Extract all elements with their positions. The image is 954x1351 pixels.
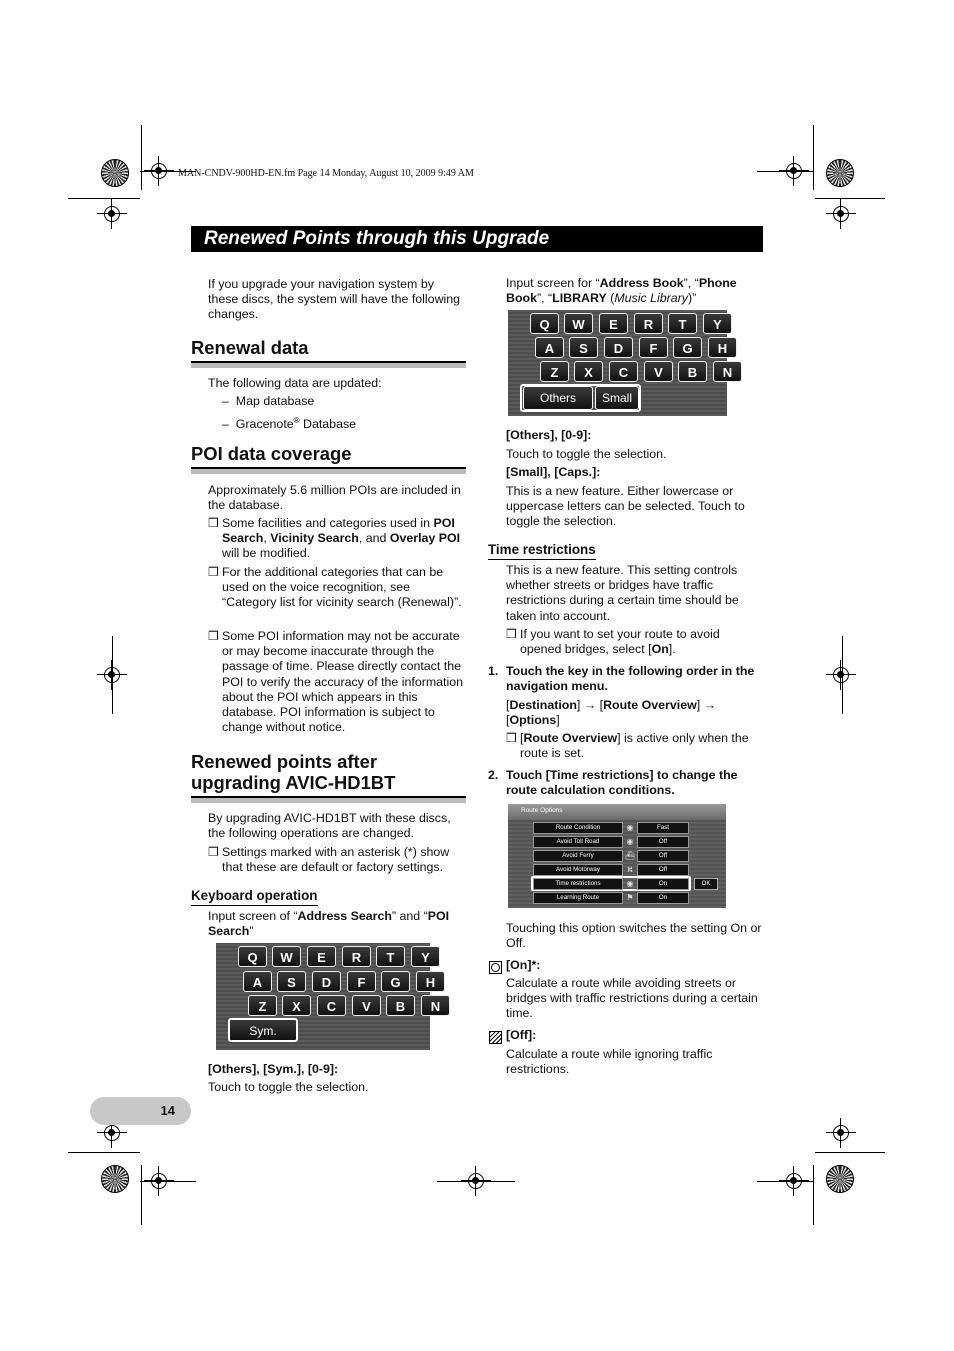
overlay-poi-term: Overlay POI	[389, 531, 461, 546]
poi-b1-text: Some facilities and categories used in	[222, 516, 434, 530]
renewal-item-2	[222, 413, 356, 432]
route-overview-note	[520, 731, 760, 761]
route-overview-term: Route Overview	[523, 731, 618, 745]
bullet-icon: ❒	[208, 516, 219, 530]
key-g[interactable]: G	[381, 971, 410, 992]
renewed-heading-line-2: upgrading AVIC-HD1BT	[191, 772, 396, 793]
bullet-icon: ❒	[208, 629, 219, 643]
route-options-screenshot	[508, 804, 726, 908]
music-library-term: Music Library	[614, 291, 688, 306]
key-h[interactable]: H	[708, 337, 737, 358]
key-n[interactable]: N	[421, 995, 450, 1016]
color-target-icon	[101, 159, 129, 187]
intro-text: If you upgrade your navigation system by these discs, the system will have the following changes.	[208, 277, 461, 322]
bullet-text: If you want to set your route to avoid opened bridges, select [	[520, 627, 720, 657]
poi-bullet-1	[222, 516, 466, 562]
caption-text: Input screen for “	[506, 276, 600, 290]
key-q[interactable]: Q	[530, 313, 559, 334]
renewal-item-1	[222, 394, 314, 409]
small-key[interactable]: Small	[595, 386, 639, 410]
renewal-heading: Renewal data	[191, 337, 309, 358]
key-f[interactable]: F	[639, 337, 668, 358]
key-v[interactable]: V	[352, 995, 381, 1016]
key-r[interactable]: R	[634, 313, 663, 334]
options-term: Options	[509, 713, 557, 728]
caption-text: )”	[688, 291, 697, 306]
page-title-banner: Renewed Points through this Upgrade	[191, 226, 763, 252]
renewed-bullet-1: Settings marked with an asterisk (*) show that these are default or factory settings.	[222, 845, 450, 875]
key-z[interactable]: Z	[540, 361, 569, 382]
address-search-term: Address Search	[297, 909, 392, 923]
key-e[interactable]: E	[599, 313, 628, 334]
poi-bullet-2: For the additional categories that can be used on the voice recognition, see “Category list for vicinity search (Renewal)”.	[222, 565, 462, 610]
on-icon	[489, 959, 502, 977]
renewal-item-1-text: Map database	[235, 394, 315, 408]
key-w[interactable]: W	[564, 313, 593, 334]
option-label: Avoid Ferry	[533, 850, 623, 862]
registered-mark: ®	[293, 416, 300, 425]
dash: –	[222, 394, 229, 408]
registration-mark-icon	[151, 163, 167, 179]
keyboard-screenshot-address-search	[216, 943, 441, 1050]
route-overview-term: Route Overview	[603, 698, 697, 712]
step-2-number: 2.	[488, 768, 499, 782]
key-w[interactable]: W	[272, 946, 301, 967]
on-label: [On]*:	[506, 958, 541, 972]
time-restrictions-heading: Time restrictions	[488, 542, 596, 560]
key-n[interactable]: N	[713, 361, 742, 382]
page-number: 14	[160, 1103, 175, 1118]
destination-term: Destination	[509, 698, 577, 712]
caption-text: ”	[249, 924, 254, 939]
phone-book-term: Phone Book	[506, 276, 737, 306]
registration-mark-icon	[786, 1173, 802, 1189]
registration-mark-icon	[104, 667, 120, 683]
color-target-icon	[826, 1165, 854, 1193]
key-c[interactable]: C	[609, 361, 638, 382]
route-condition-icon: ◉	[626, 823, 634, 832]
page-number-tab	[90, 1097, 191, 1125]
off-icon	[489, 1029, 502, 1047]
sym-key[interactable]: Sym.	[228, 1018, 298, 1042]
route-option-row[interactable]	[533, 822, 689, 834]
section-rule	[191, 467, 466, 474]
key-a[interactable]: A	[535, 337, 564, 358]
keyboard-option-label: [Others], [Sym.], [0-9]:	[208, 1062, 339, 1076]
key-v[interactable]: V	[644, 361, 673, 382]
after-screen-text: Touching this option switches the setting On or Off.	[506, 921, 762, 951]
renewed-points-heading	[191, 751, 395, 793]
vicinity-search-term: Vicinity Search	[270, 531, 359, 546]
bullet-icon: ❒	[208, 565, 219, 579]
time-restrictions-lead: This is a new feature. This setting controls whether streets or bridges have traffic restrictions during a certain time should be taken into account.	[506, 563, 739, 623]
bullet-text-end: ].	[668, 642, 676, 657]
time-restrictions-bullet	[520, 627, 758, 657]
registration-mark-icon	[833, 1125, 849, 1141]
option-value: Off	[637, 836, 689, 848]
ab-option-2-text: This is a new feature. Either lowercase or uppercase letters can be selected. Touch to toggle the selection.	[506, 484, 745, 529]
key-d[interactable]: D	[604, 337, 633, 358]
renewal-lead: The following data are updated:	[208, 376, 382, 390]
keyboard-option-text: Touch to toggle the selection.	[208, 1080, 369, 1094]
caption-text: ”, “	[683, 276, 699, 290]
key-z[interactable]: Z	[248, 995, 277, 1016]
registration-mark-icon	[468, 1173, 484, 1189]
address-book-caption	[506, 276, 762, 306]
address-book-term: Address Book	[599, 276, 684, 290]
key-x[interactable]: X	[282, 995, 311, 1016]
route-option-row[interactable]	[533, 850, 689, 862]
library-term: LIBRARY	[552, 291, 607, 306]
key-q[interactable]: Q	[238, 946, 267, 967]
step-2-text: Touch [Time restrictions] to change the route calculation conditions.	[506, 768, 738, 798]
option-label: Route Condition	[533, 822, 623, 834]
bullet-icon: ❒	[208, 845, 219, 859]
on-text: Calculate a route while avoiding streets or bridges with traffic restrictions during a certain time.	[506, 976, 758, 1021]
key-a[interactable]: A	[243, 971, 272, 992]
poi-search-term: POI Search	[208, 909, 450, 939]
color-target-icon	[826, 159, 854, 187]
color-target-icon	[101, 1165, 129, 1193]
key-b[interactable]: B	[386, 995, 415, 1016]
option-value: Off	[637, 864, 689, 876]
key-b[interactable]: B	[678, 361, 707, 382]
key-h[interactable]: H	[416, 971, 445, 992]
toll-road-icon: ◉	[626, 837, 634, 846]
registration-mark-icon	[786, 163, 802, 179]
option-value: On	[637, 878, 689, 890]
caption-text: Input screen of “	[208, 909, 298, 923]
key-g[interactable]: G	[673, 337, 702, 358]
option-value: Fast	[637, 822, 689, 834]
route-option-row[interactable]	[533, 836, 689, 848]
key-s[interactable]: S	[569, 337, 598, 358]
bracket: [	[506, 698, 510, 712]
bracket: [	[520, 731, 524, 745]
off-text: Calculate a route while ignoring traffic restrictions.	[506, 1047, 713, 1077]
option-label: Time restrictions	[533, 878, 623, 890]
ferry-icon: ⛴	[625, 851, 636, 860]
caption-text: ”, “	[536, 291, 553, 306]
key-t[interactable]: T	[668, 313, 697, 334]
bracket: ]	[556, 713, 560, 728]
learning-route-icon: ⚑	[626, 893, 634, 902]
others-small-group	[520, 384, 641, 412]
poi-bullet-3: Some POI information may not be accurate or may become inaccurate through the passage of time. Please directly contact the POI to verify the accuracy of the information about the POI which appears in this database. POI information is subject to change without notice.	[222, 629, 464, 735]
renewed-heading-line-1: Renewed points after	[191, 751, 377, 772]
route-option-row-time-restrictions[interactable]	[533, 878, 689, 890]
step-1-number: 1.	[488, 664, 499, 678]
separator: , and	[358, 531, 390, 546]
poi-search-term: POI Search	[222, 516, 455, 546]
caption-text: (	[606, 291, 615, 306]
bullet-icon: ❒	[506, 731, 517, 745]
dash: –	[222, 417, 229, 432]
menu-path	[506, 698, 756, 728]
registration-mark-icon	[833, 667, 849, 683]
option-value: On	[637, 892, 689, 904]
keyboard-caption	[208, 909, 466, 939]
file-info: MAN-CNDV-900HD-EN.fm Page 14 Monday, August 10, 2009 9:49 AM	[178, 168, 474, 179]
route-options-header	[508, 804, 726, 820]
others-key[interactable]: Others	[523, 386, 593, 410]
key-x[interactable]: X	[574, 361, 603, 382]
clock-icon: ◉	[626, 879, 634, 888]
registration-mark-icon	[151, 1173, 167, 1189]
path-arrow: ] → [	[506, 698, 717, 728]
ok-button[interactable]: OK	[694, 878, 718, 890]
registration-mark-icon	[833, 206, 849, 222]
key-r[interactable]: R	[342, 946, 371, 967]
key-d[interactable]: D	[312, 971, 341, 992]
separator: ,	[263, 531, 271, 546]
note-text: ] is active only when the route is set.	[520, 731, 749, 761]
registration-mark-icon	[104, 206, 120, 222]
route-options-title: Route Options	[521, 807, 563, 814]
renewal-item-2-text: Gracenote	[235, 417, 294, 432]
option-value: Off	[637, 850, 689, 862]
key-y[interactable]: Y	[411, 946, 440, 967]
section-rule	[191, 796, 466, 803]
key-c[interactable]: C	[317, 995, 346, 1016]
motorway-icon: ⛕	[627, 865, 633, 874]
key-f[interactable]: F	[347, 971, 376, 992]
off-label: [Off]:	[506, 1028, 537, 1042]
caption-text: ” and “	[391, 909, 428, 923]
renewal-item-2-suffix: Database	[299, 417, 357, 432]
registration-mark-icon	[104, 1125, 120, 1141]
key-t[interactable]: T	[376, 946, 405, 967]
keyboard-heading: Keyboard operation	[191, 888, 318, 906]
key-y[interactable]: Y	[703, 313, 732, 334]
ab-option-1-text: Touch to toggle the selection.	[506, 447, 667, 461]
poi-heading: POI data coverage	[191, 443, 352, 464]
poi-lead: Approximately 5.6 million POIs are included in the database.	[208, 483, 461, 513]
key-s[interactable]: S	[277, 971, 306, 992]
step-1-text: Touch the key in the following order in the navigation menu.	[506, 664, 755, 694]
route-option-row[interactable]	[533, 892, 689, 904]
path-arrow: ] → [	[576, 698, 604, 712]
keyboard-screenshot-address-book	[508, 310, 733, 416]
route-option-row[interactable]	[533, 864, 689, 876]
option-label: Avoid Motorway	[533, 864, 623, 876]
option-label: Learning Route	[533, 892, 623, 904]
key-e[interactable]: E	[307, 946, 336, 967]
on-term: On	[651, 642, 669, 657]
ab-option-1-label: [Others], [0-9]:	[506, 428, 592, 442]
renewed-lead: By upgrading AVIC-HD1BT with these discs, the following operations are changed.	[208, 811, 451, 841]
poi-b1-end: will be modified.	[222, 546, 311, 561]
bullet-icon: ❒	[506, 627, 517, 641]
section-rule	[191, 361, 466, 368]
ab-option-2-label: [Small], [Caps.]:	[506, 465, 601, 479]
option-label: Avoid Toll Road	[533, 836, 623, 848]
